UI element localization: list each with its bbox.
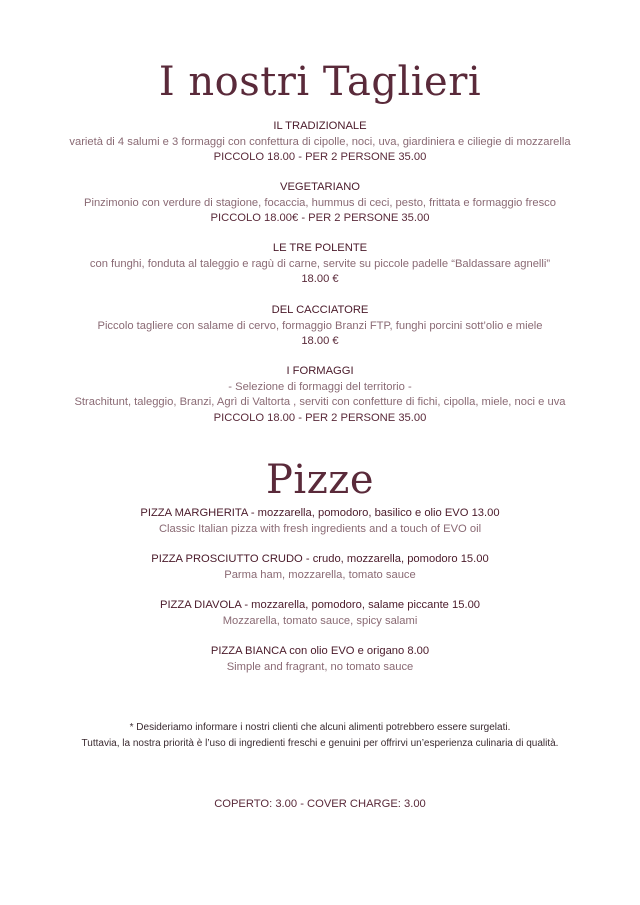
tagliere-name: DEL CACCIATORE: [271, 304, 369, 316]
tagliere-name: I FORMAGGI: [286, 365, 354, 377]
pizza-desc: Classic Italian pizza with fresh ingredients and a touch of EVO oil: [158, 522, 482, 535]
footnote-line-1: * Desideriamo informare i nostri clienti che alcuni alimenti potrebbero essere surgelati.: [129, 722, 511, 733]
pizze-title: Pizze: [265, 457, 375, 503]
tagliere-name: LE TRE POLENTE: [272, 242, 368, 254]
tagliere-price: PICCOLO 18.00€ - PER 2 PERSONE 35.00: [210, 212, 430, 224]
pizza-name: PIZZA DIAVOLA - mozzarella, pomodoro, salame piccante 15.00: [159, 599, 481, 611]
pizza-prosciutto-crudo: [0, 552, 640, 583]
tagliere-desc: con funghi, fonduta al taleggio e ragù di carne, servite su piccole padelle “Baldassare agnelli”: [89, 257, 551, 270]
tagliere-desc: varietà di 4 salumi e 3 formaggi con confettura di cipolle, noci, uva, giardiniera e ciliegie di mozzarella: [69, 135, 571, 148]
tagliere-cacciatore: [0, 303, 640, 350]
tagliere-tre-polente: [0, 241, 640, 288]
footnote-line-2: Tuttavia, la nostra priorità è l’uso di ingredienti freschi e genuini per offrirvi un’esperienza culinaria di qualità.: [81, 738, 559, 749]
pizza-diavola: [0, 598, 640, 629]
tagliere-desc: Piccolo tagliere con salame di cervo, formaggio Branzi FTP, funghi porcini sott’olio e miele: [97, 319, 543, 332]
tagliere-price: PICCOLO 18.00 - PER 2 PERSONE 35.00: [213, 411, 427, 424]
pizza-desc: Parma ham, mozzarella, tomato sauce: [224, 568, 416, 581]
pizza-name: PIZZA PROSCIUTTO CRUDO - crudo, mozzarella, pomodoro 15.00: [151, 553, 489, 565]
taglieri-title: I nostri Taglieri: [158, 59, 482, 105]
tagliere-tradizionale: [0, 119, 640, 166]
tagliere-price: 18.00 €: [301, 335, 339, 347]
pizza-bianca: [0, 644, 640, 675]
cover-charge: COPERTO: 3.00 - COVER CHARGE: 3.00: [214, 798, 426, 810]
pizza-desc: Simple and fragrant, no tomato sauce: [226, 660, 414, 673]
pizza-name: PIZZA BIANCA con olio EVO e origano 8.00: [210, 645, 430, 657]
footnote: [0, 720, 640, 752]
pizza-name: PIZZA MARGHERITA - mozzarella, pomodoro, basilico e olio EVO 13.00: [140, 507, 500, 519]
pizza-margherita: [0, 506, 640, 537]
tagliere-subtitle: - Selezione di formaggi del territorio -: [228, 380, 412, 393]
tagliere-name: VEGETARIANO: [280, 181, 360, 193]
pizza-desc: Mozzarella, tomato sauce, spicy salami: [222, 614, 418, 627]
tagliere-desc: Pinzimonio con verdure di stagione, focaccia, hummus di ceci, pesto, frittata e formaggio fresco: [84, 196, 556, 209]
tagliere-price: 18.00 €: [301, 273, 339, 285]
tagliere-name: IL TRADIZIONALE: [273, 120, 367, 132]
tagliere-desc: Strachitunt, taleggio, Branzi, Agrì di Valtorta , serviti con confetture di fichi, cipolla, miele, noci e uva: [74, 396, 566, 408]
tagliere-price: PICCOLO 18.00 - PER 2 PERSONE 35.00: [213, 151, 427, 163]
tagliere-vegetariano: [0, 180, 640, 227]
tagliere-formaggi: [0, 364, 640, 426]
